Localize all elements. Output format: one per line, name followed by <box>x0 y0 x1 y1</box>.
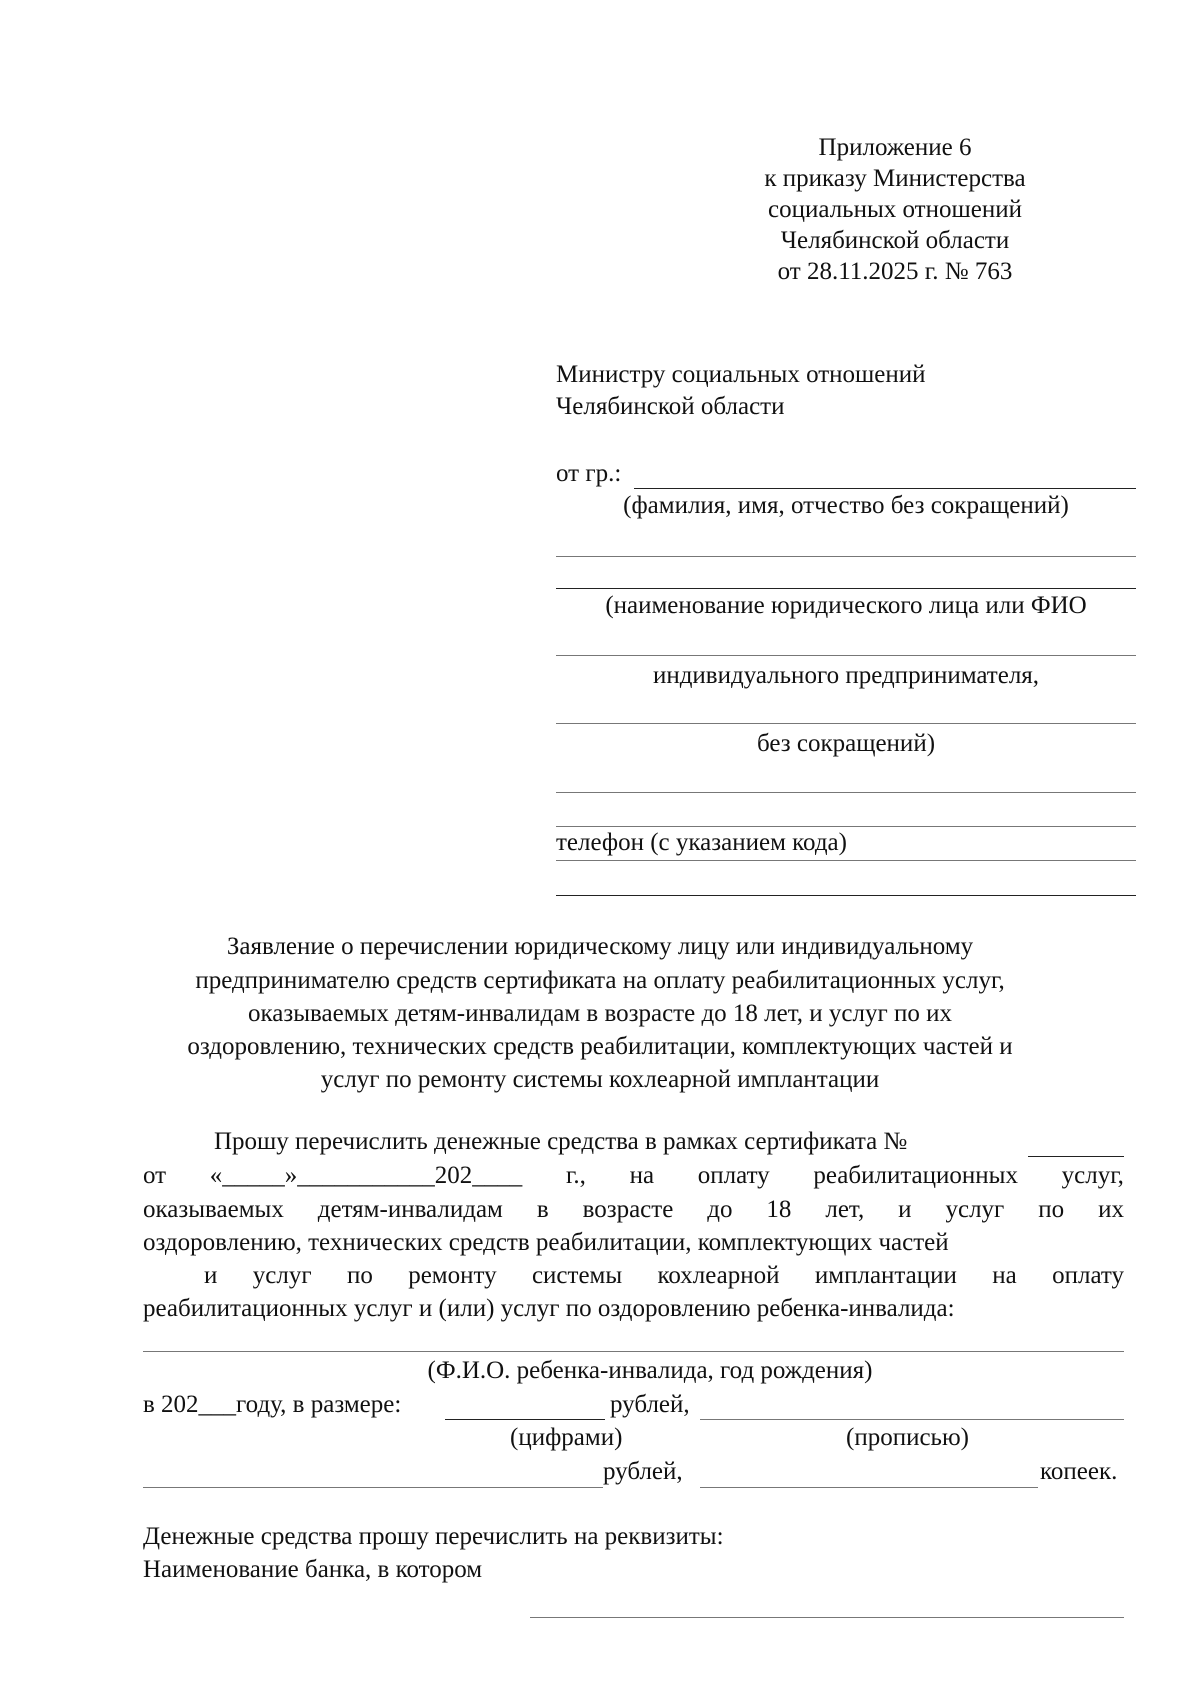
request-line-2 <box>143 1160 1124 1192</box>
rubles-label-2: рублей, <box>603 1458 683 1485</box>
request-line-1: Прошу перечислить денежные средства в рамках сертификата № <box>214 1128 908 1155</box>
kopecks-line[interactable] <box>700 1487 1038 1488</box>
title-line-1: Заявление о перечислении юридическому лицу или индивидуальному <box>226 933 974 960</box>
title-line-4: оздоровлению, технических средств реабилитации, комплектующих частей и <box>187 1033 1013 1060</box>
appendix-line-3: социальных отношений <box>768 196 1022 223</box>
addressee-line-2: Челябинской области <box>556 393 785 420</box>
word: г., <box>565 1162 586 1189</box>
word: детям-инвалидам <box>317 1196 503 1223</box>
requisites-line-1: Денежные средства прошу перечислить на реквизиты: <box>143 1523 724 1550</box>
word: и <box>898 1196 912 1223</box>
blank-line-4[interactable] <box>556 723 1136 724</box>
word: 18 <box>766 1196 792 1223</box>
addressee-line-1: Министру социальных отношений <box>556 361 926 388</box>
word: кохлеарной <box>657 1262 780 1289</box>
word: на <box>992 1262 1017 1289</box>
blank-line-2[interactable] <box>556 588 1136 589</box>
word: услуг, <box>1061 1162 1124 1189</box>
word: «_____»___________202____ <box>209 1162 523 1189</box>
request-line-3 <box>143 1194 1124 1226</box>
org-hint-2: индивидуального предпринимателя, <box>652 662 1040 689</box>
word: до <box>707 1196 733 1223</box>
kopecks-label: копеек. <box>1040 1458 1118 1485</box>
word: и <box>204 1262 218 1289</box>
org-hint-3: без сокращений) <box>756 730 936 757</box>
title-line-5: услуг по ремонту системы кохлеарной имплантации <box>320 1066 880 1093</box>
title-line-2: предпринимателю средств сертификата на оплату реабилитационных услуг, <box>195 967 1005 994</box>
request-line-5 <box>204 1260 1124 1292</box>
word: оплату <box>697 1162 770 1189</box>
word: возрасте <box>582 1196 674 1223</box>
blank-line-1[interactable] <box>556 556 1136 557</box>
word: лет, <box>825 1196 865 1223</box>
word: на <box>629 1162 655 1189</box>
word: их <box>1098 1196 1124 1223</box>
title-line-3: оказываемых детям-инвалидам в возрасте до 18 лет, и услуг по их <box>248 1000 952 1027</box>
org-hint-1: (наименование юридического лица или ФИО <box>605 592 1087 619</box>
word: услуг <box>252 1262 312 1289</box>
word: системы <box>531 1262 623 1289</box>
year-amount-label: в 202___году, в размере: <box>143 1391 402 1418</box>
appendix-line-2: к приказу Министерства <box>764 165 1026 192</box>
appendix-line-4: Челябинской области <box>780 227 1010 254</box>
blank-line-7[interactable] <box>556 895 1136 896</box>
amount-digits-line[interactable] <box>445 1419 605 1420</box>
blank-line-5[interactable] <box>556 792 1136 793</box>
phone-label: телефон (с указанием кода) <box>556 829 847 856</box>
word: по <box>1038 1196 1065 1223</box>
child-name-line[interactable] <box>143 1351 1124 1352</box>
from-label: от гр.: <box>556 460 622 487</box>
fio-field-line[interactable] <box>634 488 1136 489</box>
rubles-label-1: рублей, <box>610 1391 690 1418</box>
request-line-4: оздоровлению, технических средств реабилитации, комплектующих частей <box>143 1229 949 1256</box>
word: от <box>143 1162 167 1189</box>
bank-name-line[interactable] <box>530 1617 1124 1618</box>
word: в <box>536 1196 549 1223</box>
fio-hint: (фамилия, имя, отчество без сокращений) <box>623 492 1069 519</box>
appendix-line-1: Приложение 6 <box>818 134 972 161</box>
appendix-date-number: от 28.11.2025 г. № 763 <box>777 258 1013 285</box>
amount-words-line-2[interactable] <box>143 1487 603 1488</box>
blank-line-3[interactable] <box>556 655 1136 656</box>
child-hint: (Ф.И.О. ребенка-инвалида, год рождения) <box>427 1357 873 1384</box>
amount-words-line[interactable] <box>700 1419 1124 1420</box>
word: имплантации <box>814 1262 957 1289</box>
word: оказываемых <box>143 1196 284 1223</box>
request-line-6: реабилитационных услуг и (или) услуг по оздоровлению ребенка-инвалида: <box>143 1295 955 1322</box>
certificate-number-line[interactable] <box>1028 1156 1124 1157</box>
word: реабилитационных <box>813 1162 1018 1189</box>
word: оплату <box>1052 1262 1124 1289</box>
digits-hint: (цифрами) <box>510 1424 623 1451</box>
word: ремонту <box>408 1262 497 1289</box>
word: по <box>346 1262 373 1289</box>
requisites-line-2: Наименование банка, в котором <box>143 1556 483 1583</box>
phone-line[interactable] <box>556 860 1136 861</box>
words-hint: (прописью) <box>846 1424 969 1451</box>
word: услуг <box>945 1196 1005 1223</box>
